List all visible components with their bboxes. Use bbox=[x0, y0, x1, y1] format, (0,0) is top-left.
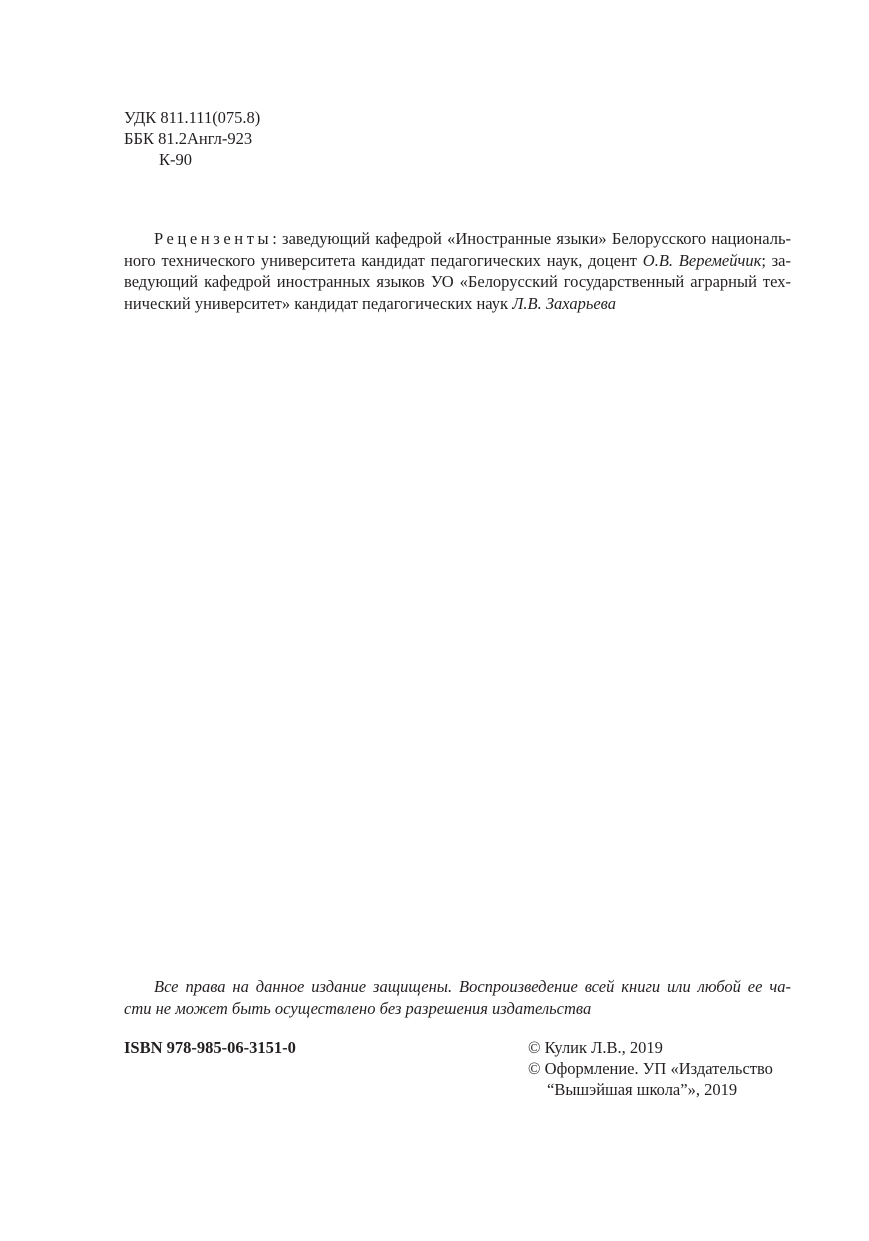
copyright-design: © Оформление. УП «Издательство bbox=[528, 1059, 773, 1078]
reviewers-line-4 bbox=[124, 293, 791, 315]
copyright-author: © Кулик Л.В., 2019 bbox=[528, 1038, 663, 1057]
rights-notice bbox=[124, 976, 791, 1019]
copyright-publisher: “Вышэйшая школа”», 2019 bbox=[547, 1080, 738, 1099]
rights-line-1: Все права на данное издание защищены. Воспроизведение всей книги или любой ее ча- bbox=[154, 977, 791, 996]
reviewers-label: Рецензенты bbox=[154, 229, 273, 248]
reviewer-name-1: О.В. Веремейчик bbox=[642, 250, 762, 270]
author-mark: К-90 bbox=[159, 150, 192, 169]
reviewers-line-1 bbox=[124, 228, 791, 250]
reviewers-line-2 bbox=[124, 250, 791, 272]
udk-code: УДК 811.111(075.8) bbox=[124, 108, 261, 127]
reviewers-line-2-text: ного технического университета кандидат педагогических наук, доцент bbox=[124, 250, 643, 270]
reviewers-line-3: ведующий кафедрой иностранных языков УО «Белорусский государственный аграрный тех- bbox=[124, 272, 791, 291]
reviewers-line-1-text: : заведующий кафедрой «Иностранные языки» Белорусского националь- bbox=[272, 229, 791, 248]
classification-block bbox=[124, 107, 260, 170]
rights-line-2: сти не может быть осуществлено без разрешения издательства bbox=[124, 998, 592, 1018]
reviewers-line-2-end: ; за- bbox=[761, 250, 791, 270]
copyright-block bbox=[528, 1037, 773, 1100]
bbk-code: ББК 81.2Англ-923 bbox=[124, 129, 253, 148]
reviewer-name-2: Л.В. Захарьева bbox=[512, 293, 616, 313]
isbn: ISBN 978-985-06-3151-0 bbox=[124, 1038, 296, 1057]
reviewers-line-4-text: нический университет» кандидат педагогических наук bbox=[124, 293, 513, 313]
reviewers-paragraph bbox=[124, 228, 791, 314]
